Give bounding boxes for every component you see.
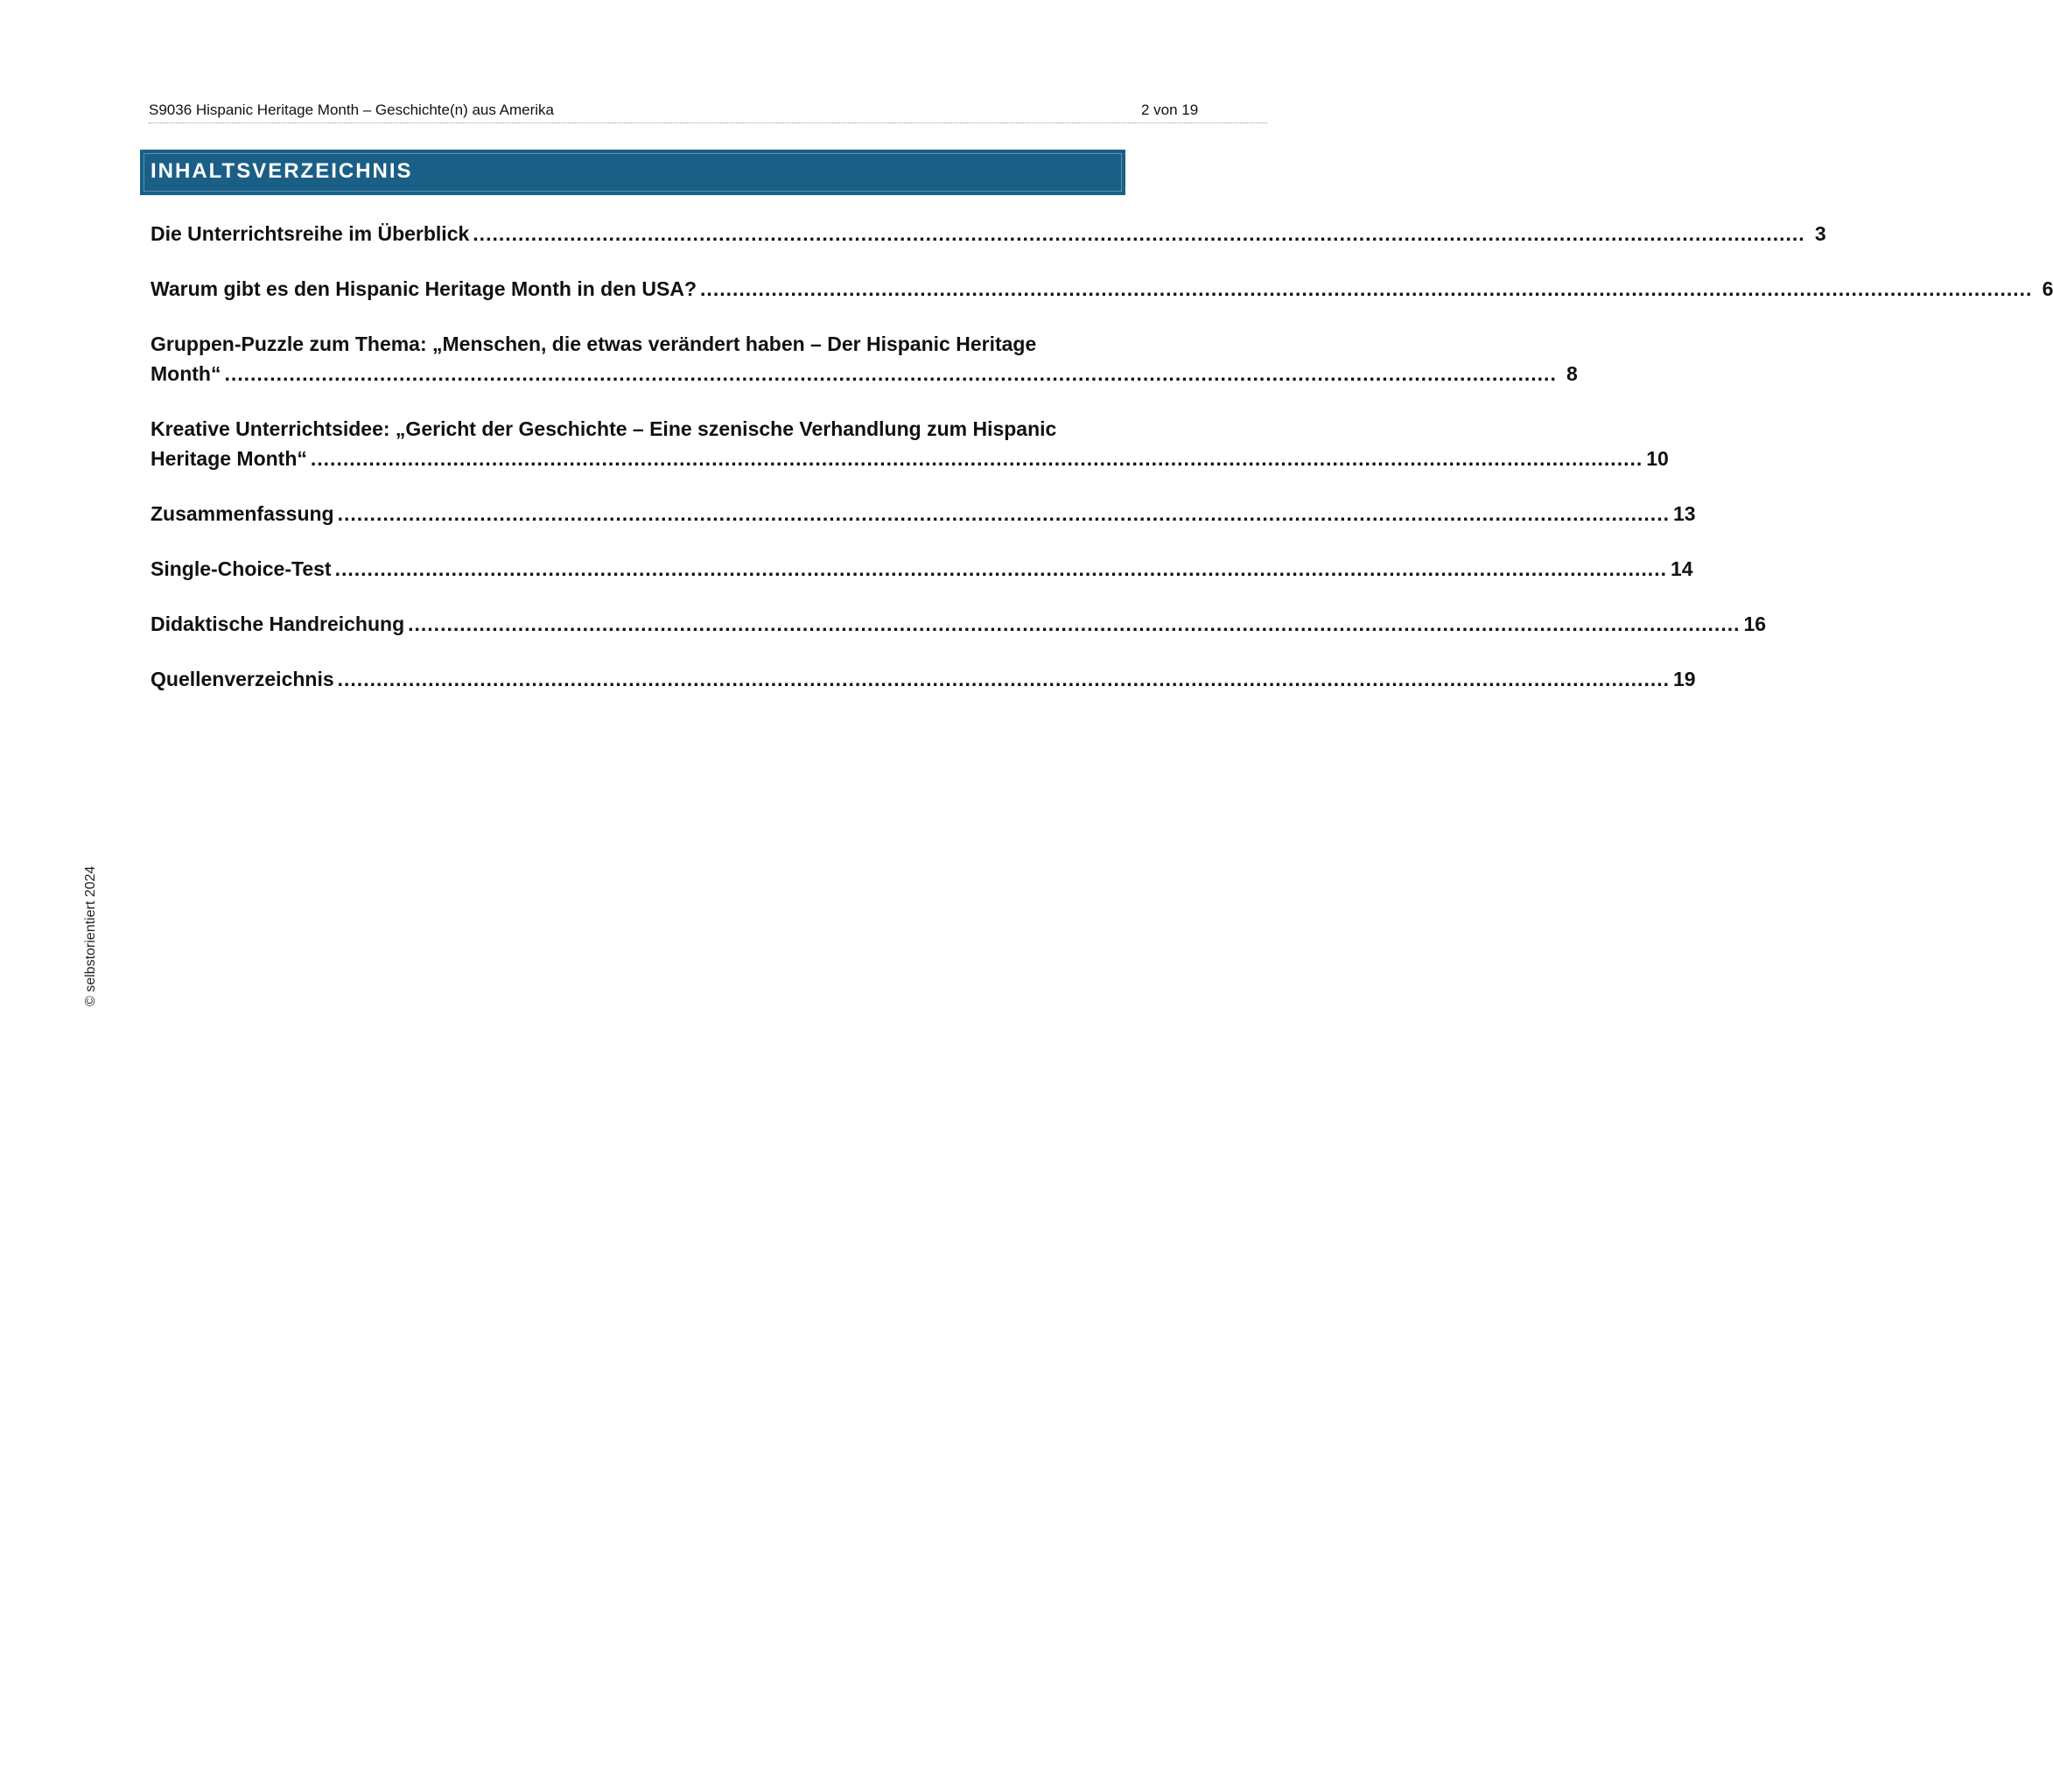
toc-entry-title: Zusammenfassung	[151, 502, 334, 525]
toc-entry-gruppen-puzzle[interactable]	[151, 329, 1578, 388]
toc-entry-page: 14	[1670, 557, 1693, 580]
toc-dot-leader: ..............................................................................................................................................................................................................	[408, 612, 1741, 635]
toc-entry-zusammenfassung[interactable]	[151, 499, 1696, 528]
toc-entry-single-choice[interactable]	[151, 554, 1693, 584]
toc-dot-leader: ..............................................................................................................................................................................................................	[334, 557, 1667, 580]
toc-entry-title: Quellenverzeichnis	[151, 668, 334, 690]
table-of-contents	[151, 219, 2053, 719]
toc-entry-ueberblick[interactable]	[151, 219, 1826, 248]
toc-entry-title-line1: Kreative Unterrichtsidee: „Gericht der Geschichte – Eine szenische Verhandlung zum Hispanic	[151, 417, 1057, 440]
toc-entry-title-line1: Gruppen-Puzzle zum Thema: „Menschen, die etwas verändert haben – Der Hispanic Heritage	[151, 332, 1037, 355]
toc-dot-leader: ..............................................................................................................................................................................................................	[310, 447, 1643, 470]
toc-entry-title-line2: Heritage Month“	[151, 447, 307, 470]
toc-entry-page: 16	[1743, 612, 1767, 635]
toc-entry-title-line2: Month“	[151, 362, 221, 385]
toc-dot-leader: ..............................................................................................................................................................................................................	[473, 222, 1805, 245]
toc-dot-leader: ..............................................................................................................................................................................................................	[700, 277, 2033, 300]
toc-entry-page: 10	[1646, 447, 1669, 470]
toc-entry-page: 8	[1566, 362, 1578, 385]
toc-dot-leader: ..............................................................................................................................................................................................................	[224, 362, 1557, 385]
toc-entry-didaktische-handreichung[interactable]	[151, 609, 1767, 639]
toc-entry-quellenverzeichnis[interactable]	[151, 664, 1696, 694]
copyright-side-note: © selbstorientiert 2024	[83, 865, 98, 1006]
toc-banner	[140, 150, 1125, 195]
toc-entry-page: 3	[1814, 222, 1826, 245]
toc-entry-kreative-idee[interactable]	[151, 414, 1669, 473]
toc-entry-page: 6	[2042, 277, 2053, 300]
header-document-title: S9036 Hispanic Heritage Month – Geschichte(n) aus Amerika	[149, 102, 555, 118]
toc-heading: INHALTSVERZEICHNIS	[151, 159, 413, 183]
toc-entry-title: Single-Choice-Test	[151, 557, 332, 580]
header-page-number: 2 von 19	[1141, 102, 1199, 118]
page-header	[149, 102, 1267, 123]
toc-entry-title: Didaktische Handreichung	[151, 612, 405, 635]
toc-entry-title: Warum gibt es den Hispanic Heritage Month in den USA?	[151, 277, 697, 300]
toc-entry-page: 19	[1673, 668, 1696, 690]
toc-dot-leader: ..............................................................................................................................................................................................................	[337, 668, 1671, 690]
toc-dot-leader: ..............................................................................................................................................................................................................	[337, 502, 1670, 525]
toc-entry-warum[interactable]	[151, 274, 2053, 304]
toc-entry-page: 13	[1672, 502, 1696, 525]
toc-entry-title: Die Unterrichtsreihe im Überblick	[151, 222, 470, 245]
